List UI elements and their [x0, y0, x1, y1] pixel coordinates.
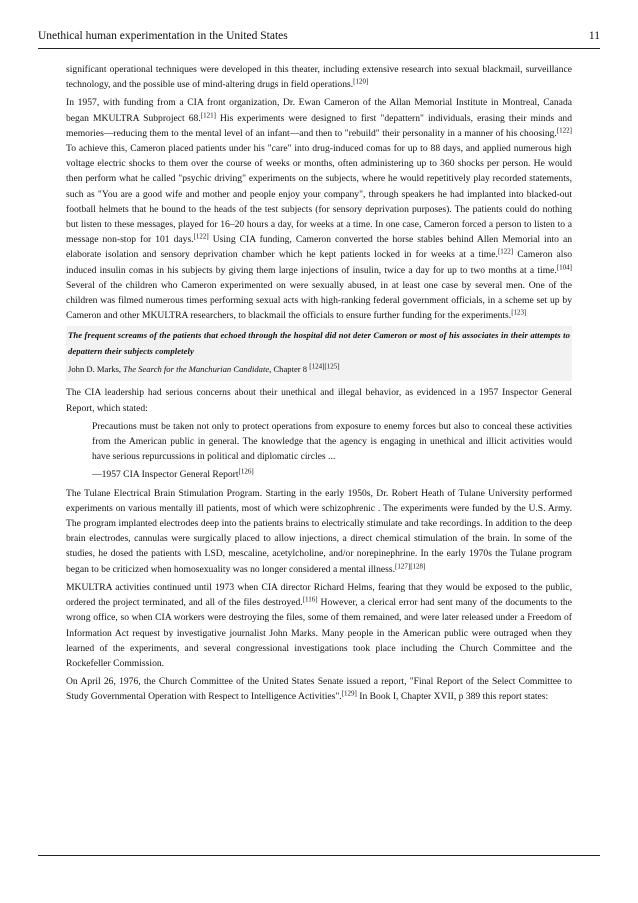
- paragraph-text: Several of the children who Cameron experimented on were sexually abused, in at least one case by several men. One of the children was filmed numerous times performing sexual acts with high-ranking federal government officials, in a scheme set up by Cameron and other MKULTRA researchers, to blackmail the officials to ensure further funding for the experiments.: [66, 279, 572, 322]
- paragraph-cameron: [66, 95, 572, 323]
- paragraph-text: Using CIA funding, Cameron converted the horse stables behind Allen Memorial into an elaborate isolation and sensory deprivation chamber which he kept patients locked in for weeks at a time.: [66, 234, 572, 261]
- citation-link[interactable]: [116]: [302, 595, 318, 604]
- header-title: Unethical human experimentation in the United States: [38, 30, 288, 42]
- paragraph-mkultra-end: [66, 580, 572, 671]
- citation-link[interactable]: [124][125]: [309, 362, 340, 371]
- citation-link[interactable]: [129]: [341, 689, 357, 698]
- citation-link[interactable]: [121]: [200, 111, 216, 120]
- quote-chapter: , Chapter 8: [269, 364, 310, 375]
- paragraph-text: However, a clerical error had sent many of the documents to the wrong office, so when CIA workers were destroying the files, some of them remained, and were later released under a Freedom of Information Act request by investigative journalist John Marks. Many people in the American public were outraged when they learned of the experiments, and several congressional investigations took place including the Church Committee and the Rockefeller Commission.: [66, 597, 572, 669]
- pull-quote-text: The frequent screams of the patients that echoed through the hospital did not deter Cameron or most of his associates in their attempts to depattern their subjects completely: [68, 330, 570, 356]
- citation-link[interactable]: [122]: [556, 126, 572, 135]
- paragraph-text: On April 26, 1976, the Church Committee of the United States Senate issued a report, "Final Report of the Select Committee to Study Governmental Operation with Respect to Intelligence Activities".: [66, 676, 572, 703]
- paragraph-text: His experiments were designed to first "depattern" individuals, erasing their minds and memories—reducing them to the mental level of an infant—and then to "rebuild" their personality in a manner of his choosing.: [66, 112, 572, 139]
- paragraph-tulane: [66, 486, 572, 577]
- citation-link[interactable]: [122]: [497, 247, 514, 256]
- blockquote-attribution: [92, 467, 572, 482]
- page-header: [38, 28, 600, 49]
- paragraph-text: In Book I, Chapter XVII, p 389 this report states:: [356, 691, 549, 703]
- citation-link[interactable]: [123]: [511, 308, 527, 317]
- citation-link[interactable]: [122]: [193, 232, 209, 241]
- citation-link[interactable]: [120]: [353, 77, 369, 86]
- attribution-text: —1957 CIA Inspector General Report: [92, 469, 239, 481]
- blockquote-text: Precautions must be taken not only to protect operations from exposure to enemy forces but also to conceal these activities from the American public in general. The knowledge that the agency is engaging in unethical and illicit activities would have serious repurcussions in political and diplomatic circles ...: [92, 420, 572, 463]
- paragraph-text: MKULTRA activities continued until 1973 when CIA director Richard Helms, fearing that they would be exposed to the public, ordered the project terminated, and all of the files destroyed.: [66, 581, 572, 609]
- blockquote: [92, 419, 572, 483]
- paragraph-text: The Tulane Electrical Brain Stimulation Program. Starting in the early 1950s, Dr. Robert Heath of Tulane University performed experiments on various mentally ill patients, most of which were schizophrenic . The experiments were funded by the U.S. Army. The program implanted electrodes deep into the patients brains to electrically stimulate and take recordings. In addition to the deep brain electrodes, cannulas were surgically placed to allow injections, a direct chemical stimulation of the brain. In some of the studies, he dosed the patients with LSD, mescaline, acetylcholine, and/or norepinephrine. In the early 1970s the Tulane program began to be criticized when homosexuality was no longer considered a mental illness.: [66, 487, 572, 575]
- citation-link[interactable]: [104]: [556, 263, 572, 272]
- paragraph-cia-leadership: [66, 385, 572, 415]
- paragraph-text: Cameron also induced insulin comas in his subjects by giving them large injections of insulin, twice a day for up to two months at a time.: [66, 249, 573, 276]
- paragraph-church-committee: [66, 674, 572, 704]
- paragraph-continuation: [66, 62, 572, 92]
- footer-divider: [38, 855, 600, 856]
- citation-link[interactable]: [127][128]: [395, 562, 426, 571]
- page-number: 11: [588, 30, 600, 42]
- citation-link[interactable]: [126]: [238, 467, 254, 476]
- paragraph-text: The CIA leadership had serious concerns about their unethical and illegal behavior, as evidenced in a 1957 Inspector General Report, which stated:: [66, 387, 572, 414]
- quote-book-title: The Search for the Manchurian Candidate: [123, 364, 270, 375]
- paragraph-text: significant operational techniques were developed in this theater, including extensive research into sexual blackmail, surveillance technology, and the possible use of mind-altering drugs in field operations.: [66, 64, 572, 91]
- pull-quote-box: [66, 326, 572, 381]
- paragraph-text: To achieve this, Cameron placed patients under his "care" into drug-induced comas for up to 88 days, and applied numerous high voltage electric shocks to them over the course of weeks or months, often administering up to 360 shocks per person. He would then perform what he called "psychic driving" experiments on the subjects, where he would repetitively play recorded statements, such as "You are a good wife and mother and people enjoy your company", through speakers he had implanted into blacked-out football helmets that he bound to the heads of the test subjects (for sensory deprivation purposes). The patients could do nothing but listen to these messages, played for 16–20 hours a day, for weeks at a time. In one case, Cameron forced a person to listen to a message non-stop for 101 days.: [66, 143, 572, 246]
- quote-author: John D. Marks,: [68, 364, 124, 375]
- pull-quote-source: [68, 362, 570, 377]
- article-body: [66, 62, 572, 708]
- paragraph-text: In 1957, with funding from a CIA front organization, Dr. Ewan Cameron of the Allan Memorial Institute in Montreal, Canada began MKULTRA Subproject 68.: [66, 97, 572, 124]
